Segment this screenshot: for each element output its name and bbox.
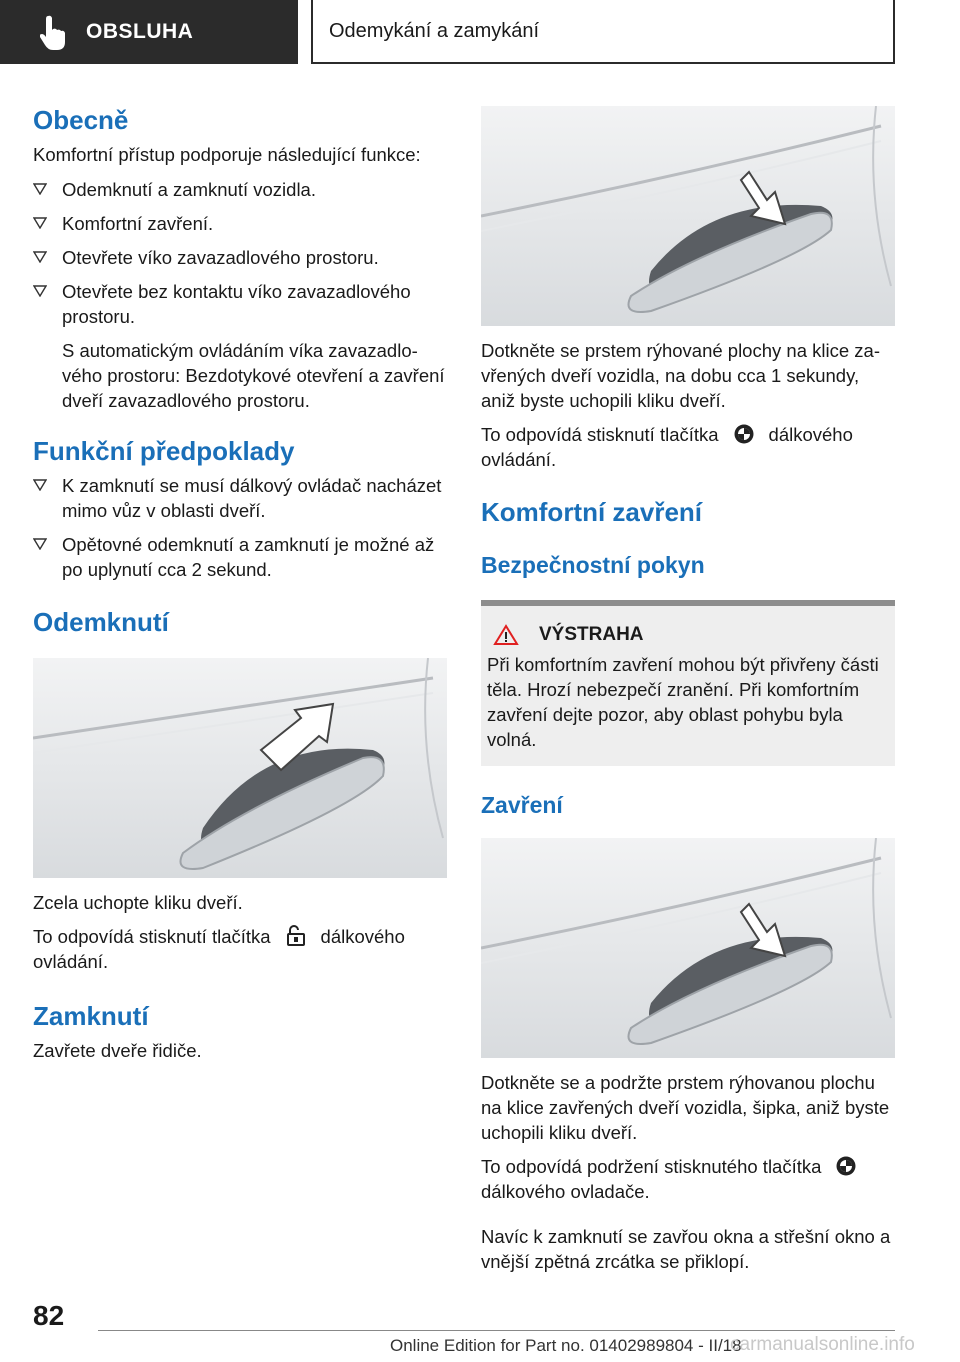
header-chapter-box — [311, 0, 895, 64]
zavreni-instruction: Dotkněte se a podržte prstem rýhovanou plochu na klice zavřených dveří vozidla, šipka, aniž byste uchopili kliku dveří. — [481, 1072, 890, 1143]
triangle-bullet-icon — [33, 538, 47, 550]
zavreni-button-note: To odpovídá podržení stisknutého tlačítkadálkového ovladače. — [481, 1154, 895, 1204]
list-item: Odemknutí a zamknutí vozidla. — [33, 177, 447, 202]
bmw-logo-icon — [835, 1155, 857, 1177]
heading-zamknuti: Zamknutí — [33, 1001, 149, 1031]
list-item: Komfortní zavření. — [33, 211, 447, 236]
zavreni-extra-note: Navíc k zamknutí se zavřou okna a střešní okno a vnější zpětná zrcátka se přiklopí. — [481, 1226, 891, 1272]
bmw-logo-icon — [733, 423, 755, 445]
door-handle-illustration — [481, 838, 895, 1058]
triangle-bullet-icon — [33, 183, 47, 195]
heading-zavreni: Zavření — [481, 792, 563, 818]
warning-box — [481, 606, 895, 766]
triangle-bullet-icon — [33, 479, 47, 491]
komfort-open-instruction: Dotkněte se prstem rýhované plochy na klice zavřených dveří vozidla, na dobu cca 1 sekundy, aniž byste uchopili kliku dveří. — [481, 340, 880, 411]
footer-divider — [98, 1330, 895, 1331]
warning-label: VÝSTRAHA — [539, 624, 644, 645]
triangle-bullet-icon — [33, 217, 47, 229]
triangle-bullet-icon — [33, 251, 47, 263]
door-handle-illustration — [481, 106, 895, 326]
heading-bezpecnostni-pokyn: Bezpečnostní pokyn — [481, 552, 705, 578]
list-item: Otevřete bez kontaktu víko zavazadlového prostoru. — [33, 279, 447, 329]
list-item: Otevřete víko zavazadlového prostoru. — [33, 245, 447, 270]
heading-obecne: Obecně — [33, 105, 129, 135]
list-item: Opětovné odemknutí a zamknutí je možné až po uplynutí cca 2 sekund. — [33, 532, 447, 582]
komfort-open-button-note: To odpovídá stisknutí tlačítka dálkového ovládání. — [481, 424, 853, 470]
right-column — [481, 100, 895, 1274]
warning-text: Při komfortním zavření mohou být přivřeny části těla. Hrozí nebezpečí zranění. Při komfortním zavření dejte pozor, aby oblast pohybu byla volná. — [487, 654, 879, 750]
door-handle-illustration — [33, 658, 447, 878]
warning-header — [487, 624, 889, 646]
odemknuti-instruction: Zcela uchopte kliku dveří. — [33, 892, 243, 913]
heading-komfortni-zavreni: Komfortní zavření — [481, 497, 703, 527]
left-column — [33, 100, 447, 1063]
obecne-sub-note: S automatickým ovládáním víka zavazadlového prostoru: Bezdotykové otevření a zavření dveří zavazadlového prostoru. — [62, 340, 445, 411]
header-section-label: OBSLUHA — [86, 20, 194, 43]
header-chapter-label: Odemykání a zamykání — [329, 20, 540, 42]
heading-funkcni-predpoklady: Funkční předpoklady — [33, 436, 295, 466]
page-number: 82 — [33, 1300, 65, 1331]
hand-pointer-icon — [40, 14, 66, 50]
warning-triangle-icon — [493, 624, 519, 646]
unlock-icon — [285, 925, 307, 947]
odemknuti-button-note: To odpovídá stisknutí tlačítka dálkového ovládání. — [33, 926, 405, 972]
list-item: K zamknutí se musí dálkový ovládač nacházet mimo vůz v oblasti dveří. — [33, 473, 447, 523]
header-section-tab — [0, 0, 298, 64]
footer-watermark: carmanualsonline.info — [730, 1334, 915, 1355]
heading-odemknuti: Odemknutí — [33, 607, 169, 637]
obecne-intro: Komfortní přístup podporuje následující funkce: — [33, 144, 421, 165]
footer-edition: Online Edition for Part no. 01402989804 - II/18 — [390, 1336, 742, 1355]
triangle-bullet-icon — [33, 285, 47, 297]
zamknuti-instruction: Zavřete dveře řidiče. — [33, 1040, 202, 1061]
